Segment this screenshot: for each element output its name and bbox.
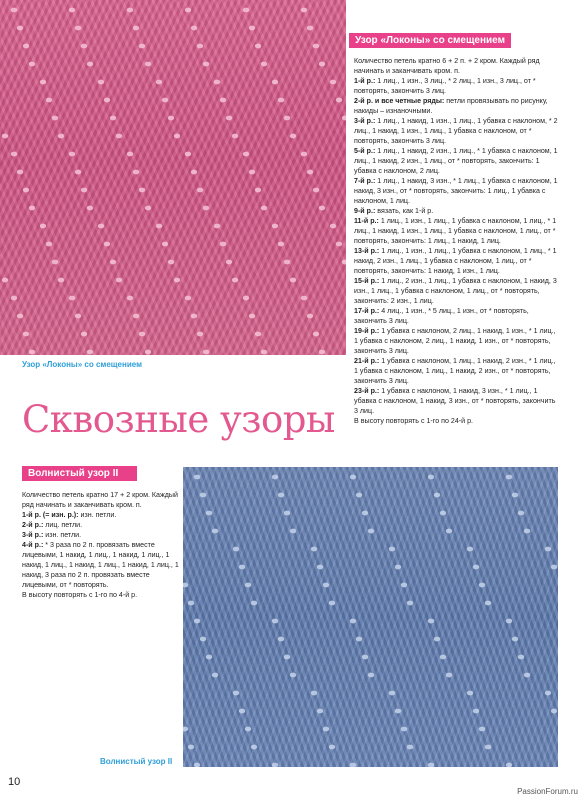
eyelet-hole bbox=[17, 26, 23, 31]
eyelet-hole bbox=[11, 8, 17, 13]
eyelet-hole bbox=[317, 709, 323, 714]
eyelet-hole bbox=[440, 655, 446, 660]
eyelet-hole bbox=[58, 134, 64, 139]
eyelet-hole bbox=[290, 529, 296, 534]
eyelet-hole bbox=[239, 709, 245, 714]
row-label: 2-й р.: bbox=[22, 521, 44, 529]
eyelet-hole bbox=[407, 745, 413, 750]
wavy-pattern-heading: Волнистый узор II bbox=[22, 466, 137, 481]
eyelet-hole bbox=[545, 547, 551, 552]
eyelet-hole bbox=[75, 314, 81, 319]
eyelet-hole bbox=[52, 116, 58, 121]
instruction-row bbox=[354, 146, 560, 176]
instruction-row bbox=[22, 590, 180, 600]
eyelet-hole bbox=[188, 745, 194, 750]
eyelet-hole bbox=[133, 170, 139, 175]
eyelet-hole bbox=[467, 547, 473, 552]
eyelet-hole bbox=[87, 62, 93, 67]
eyelet-hole bbox=[311, 691, 317, 696]
eyelet-hole bbox=[212, 673, 218, 678]
eyelet-hole bbox=[75, 26, 81, 31]
eyelet-hole bbox=[183, 727, 188, 732]
eyelet-hole bbox=[212, 529, 218, 534]
row-label: 1-й р. (= изн. р.): bbox=[22, 511, 79, 519]
eyelet-hole bbox=[278, 493, 284, 498]
section-title: Сквозные узоры bbox=[22, 398, 335, 441]
eyelet-hole bbox=[214, 224, 220, 229]
row-text: В высоту повторять с 1-го по 4-й р. bbox=[22, 591, 138, 599]
row-text: В высоту повторять с 1-го по 24-й р. bbox=[354, 417, 474, 425]
eyelet-hole bbox=[551, 565, 557, 570]
instruction-row bbox=[354, 76, 560, 96]
eyelet-hole bbox=[479, 727, 485, 732]
instruction-row bbox=[354, 276, 560, 306]
eyelet-hole bbox=[251, 745, 257, 750]
page-number: 10 bbox=[8, 776, 21, 788]
eyelet-hole bbox=[232, 134, 238, 139]
eyelet-hole bbox=[87, 206, 93, 211]
eyelet-hole bbox=[272, 224, 278, 229]
eyelet-hole bbox=[467, 691, 473, 696]
curls-pattern-heading: Узор «Локоны» со смещением bbox=[349, 33, 511, 48]
eyelet-hole bbox=[401, 583, 407, 588]
row-text: петли провязывать по рисунку, накиды – изнаночными. bbox=[354, 97, 548, 115]
eyelet-hole bbox=[330, 224, 336, 229]
eyelet-hole bbox=[69, 296, 75, 301]
eyelet-hole bbox=[301, 296, 307, 301]
eyelet-hole bbox=[524, 529, 530, 534]
row-text: 1 лиц., 1 накид, 3 изн., * 1 лиц., 1 убавка с наклоном, 1 накид, 3 изн., от * повторять, закончить: 1 лиц., 1 убавка с наклоном, 1 лиц. bbox=[354, 177, 558, 205]
row-label: 2-й р. и все четные ряды: bbox=[354, 97, 445, 105]
eyelet-hole bbox=[255, 44, 261, 49]
eyelet-hole bbox=[350, 619, 356, 624]
eyelet-hole bbox=[272, 475, 278, 480]
eyelet-hole bbox=[29, 206, 35, 211]
eyelet-hole bbox=[512, 493, 518, 498]
pink-sample-caption: Узор «Локоны» со смещением bbox=[22, 360, 143, 369]
eyelet-hole bbox=[278, 637, 284, 642]
eyelet-hole bbox=[290, 673, 296, 678]
eyelet-hole bbox=[197, 44, 203, 49]
eyelet-hole bbox=[506, 475, 512, 480]
eyelet-hole bbox=[434, 637, 440, 642]
eyelet-hole bbox=[251, 601, 257, 606]
instruction-row bbox=[354, 176, 560, 206]
eyelet-hole bbox=[243, 8, 249, 13]
eyelet-hole bbox=[342, 116, 346, 121]
eyelet-hole bbox=[81, 188, 87, 193]
eyelet-hole bbox=[284, 116, 290, 121]
eyelet-hole bbox=[255, 188, 261, 193]
row-label: 13-й р.: bbox=[354, 247, 380, 255]
eyelet-hole bbox=[290, 134, 296, 139]
row-text: 1 лиц., 1 накид, 1 изн., 1 лиц., 1 убавка с наклоном, * 2 лиц., 1 накид, 1 изн., 1 лиц., 1 убавка с наклоном, от * повторять, закончить 3 лиц. bbox=[354, 117, 558, 145]
instruction-row bbox=[354, 306, 560, 326]
eyelet-hole bbox=[272, 619, 278, 624]
eyelet-hole bbox=[313, 332, 319, 337]
wavy-pattern-instructions bbox=[22, 490, 180, 600]
eyelet-hole bbox=[133, 314, 139, 319]
row-text: 1 лиц., 1 изн., 1 лиц., 1 убавка с наклоном, 1 лиц., * 1 накид, 2 изн., 1 лиц., 1 убавка с наклоном, 1 лиц., от * повторять, закончить: 1 накид, 1 изн., 1 лиц. bbox=[354, 247, 557, 275]
eyelet-hole bbox=[214, 80, 220, 85]
eyelet-hole bbox=[362, 511, 368, 516]
eyelet-hole bbox=[389, 691, 395, 696]
blue-wave-pattern bbox=[183, 467, 558, 767]
eyelet-hole bbox=[233, 547, 239, 552]
eyelet-hole bbox=[311, 547, 317, 552]
eyelet-hole bbox=[139, 44, 145, 49]
eyelet-hole bbox=[194, 763, 200, 767]
eyelet-hole bbox=[200, 493, 206, 498]
instruction-row bbox=[354, 386, 560, 416]
row-text: 1 лиц., 2 изн., 1 лиц., 1 убавка с наклоном, 1 накид, 3 изн., 1 лиц., 1 убавка с наклоном, 1 лиц., от * повторять, закончить: 2 изн., 1 лиц. bbox=[354, 277, 557, 305]
row-text: 1 убавка с наклоном, 2 лиц., 1 накид, 1 изн., * 1 лиц., 1 убавка с наклоном, 2 лиц., 1 накид, 1 изн., от * повторять, закончить 3 лиц. bbox=[354, 327, 556, 355]
eyelet-hole bbox=[197, 188, 203, 193]
eyelet-hole bbox=[185, 296, 191, 301]
eyelet-hole bbox=[524, 673, 530, 678]
eyelet-hole bbox=[11, 152, 17, 157]
row-label: 1-й р.: bbox=[354, 77, 376, 85]
instruction-row bbox=[354, 416, 560, 426]
row-label: 23-й р.: bbox=[354, 387, 380, 395]
eyelet-hole bbox=[356, 493, 362, 498]
instruction-row bbox=[22, 490, 180, 510]
eyelet-hole bbox=[69, 8, 75, 13]
eyelet-hole bbox=[323, 583, 329, 588]
row-label: 11-й р.: bbox=[354, 217, 379, 225]
eyelet-hole bbox=[440, 511, 446, 516]
instruction-row bbox=[22, 510, 180, 520]
row-text: лиц. петли. bbox=[43, 521, 83, 529]
eyelet-hole bbox=[307, 170, 313, 175]
eyelet-hole bbox=[156, 224, 162, 229]
eyelet-hole bbox=[139, 332, 145, 337]
eyelet-hole bbox=[350, 475, 356, 480]
eyelet-hole bbox=[272, 763, 278, 767]
eyelet-hole bbox=[434, 493, 440, 498]
eyelet-hole bbox=[98, 80, 104, 85]
eyelet-hole bbox=[395, 565, 401, 570]
eyelet-hole bbox=[428, 763, 434, 767]
eyelet-hole bbox=[368, 529, 374, 534]
eyelet-hole bbox=[239, 565, 245, 570]
eyelet-hole bbox=[145, 62, 151, 67]
eyelet-hole bbox=[368, 673, 374, 678]
eyelet-hole bbox=[191, 26, 197, 31]
eyelet-hole bbox=[156, 80, 162, 85]
eyelet-hole bbox=[428, 619, 434, 624]
instruction-row bbox=[354, 206, 560, 216]
eyelet-hole bbox=[206, 655, 212, 660]
eyelet-hole bbox=[11, 296, 17, 301]
row-text: * 3 раза по 2 п. провязать вместе лицевыми, 1 накид, 1 лиц., 1 накид, 1 лиц., 1 накид, 1 лиц., 1 накид, 1 лиц., 1 накид, 1 лиц., 1 накид, 3 раза по 2 п. провязать вместе лицевыми, от * повторять. bbox=[22, 541, 179, 589]
eyelet-hole bbox=[336, 98, 342, 103]
row-label: 4-й р.: bbox=[22, 541, 44, 549]
row-label: 5-й р.: bbox=[354, 147, 376, 155]
eyelet-hole bbox=[194, 619, 200, 624]
instruction-row bbox=[354, 326, 560, 356]
eyelet-hole bbox=[58, 278, 64, 283]
eyelet-hole bbox=[446, 529, 452, 534]
eyelet-hole bbox=[313, 44, 319, 49]
eyelet-hole bbox=[518, 511, 524, 516]
eyelet-hole bbox=[104, 242, 110, 247]
eyelet-hole bbox=[185, 8, 191, 13]
eyelet-hole bbox=[261, 206, 267, 211]
row-text: изн. петли. bbox=[43, 531, 82, 539]
eyelet-hole bbox=[200, 637, 206, 642]
row-text: изн. петли. bbox=[78, 511, 117, 519]
eyelet-hole bbox=[551, 709, 557, 714]
row-text: 1 лиц., 1 изн., 1 лиц., 1 убавка с наклоном, 1 лиц., * 1 лиц., 1 накид, 1 изн., 1 лиц., 1 убавка с наклоном, 1 лиц., от * повторять, закончить: 1 лиц., 1 накид, 1 лиц. bbox=[354, 217, 557, 245]
eyelet-hole bbox=[191, 314, 197, 319]
eyelet-hole bbox=[261, 62, 267, 67]
row-label: 3-й р.: bbox=[22, 531, 44, 539]
eyelet-hole bbox=[168, 116, 174, 121]
eyelet-hole bbox=[116, 134, 122, 139]
row-label: 17-й р.: bbox=[354, 307, 380, 315]
instruction-row bbox=[354, 56, 560, 76]
row-text: 1 убавка с наклоном, 1 лиц., 1 накид, 2 изн., * 1 лиц., 1 убавка с наклоном, 1 лиц., 1 накид, 2 изн., от * повторять, закончить 3 лиц. bbox=[354, 357, 556, 385]
watermark: PassionForum.ru bbox=[517, 787, 578, 796]
eyelet-hole bbox=[2, 134, 8, 139]
row-text: вязать, как 1-й р. bbox=[375, 207, 434, 215]
eyelet-hole bbox=[17, 170, 23, 175]
eyelet-hole bbox=[127, 296, 133, 301]
eyelet-hole bbox=[162, 242, 168, 247]
eyelet-hole bbox=[243, 152, 249, 157]
eyelet-hole bbox=[319, 62, 325, 67]
eyelet-hole bbox=[389, 547, 395, 552]
row-label: 3-й р.: bbox=[354, 117, 376, 125]
eyelet-hole bbox=[261, 350, 267, 355]
eyelet-hole bbox=[278, 242, 284, 247]
eyelet-hole bbox=[290, 278, 296, 283]
eyelet-hole bbox=[185, 152, 191, 157]
eyelet-hole bbox=[206, 511, 212, 516]
eyelet-hole bbox=[17, 314, 23, 319]
eyelet-hole bbox=[226, 116, 232, 121]
instruction-row bbox=[22, 540, 180, 590]
pink-lace-sample-photo bbox=[0, 0, 346, 355]
eyelet-hole bbox=[110, 260, 116, 265]
eyelet-hole bbox=[243, 296, 249, 301]
eyelet-hole bbox=[232, 278, 238, 283]
eyelet-hole bbox=[104, 98, 110, 103]
eyelet-hole bbox=[203, 206, 209, 211]
eyelet-hole bbox=[395, 709, 401, 714]
eyelet-hole bbox=[284, 511, 290, 516]
eyelet-hole bbox=[317, 565, 323, 570]
eyelet-hole bbox=[278, 98, 284, 103]
eyelet-hole bbox=[307, 26, 313, 31]
eyelet-hole bbox=[162, 98, 168, 103]
eyelet-hole bbox=[319, 206, 325, 211]
eyelet-hole bbox=[518, 655, 524, 660]
row-text: Количество петель кратно 6 + 2 п. + 2 кром. Каждый ряд начинать и заканчивать кром. п. bbox=[354, 57, 540, 75]
eyelet-hole bbox=[249, 170, 255, 175]
eyelet-hole bbox=[23, 44, 29, 49]
eyelet-hole bbox=[23, 188, 29, 193]
eyelet-hole bbox=[356, 637, 362, 642]
eyelet-hole bbox=[145, 350, 151, 355]
eyelet-hole bbox=[110, 116, 116, 121]
eyelet-hole bbox=[127, 8, 133, 13]
eyelet-hole bbox=[87, 350, 93, 355]
row-text: 1 убавка с наклоном, 1 накид, 3 изн., * 1 лиц., 1 убавка с наклоном, 1 накид, 3 изн., от * повторять, закончить 3 лиц. bbox=[354, 387, 556, 415]
eyelet-hole bbox=[46, 242, 52, 247]
eyelet-hole bbox=[506, 619, 512, 624]
eyelet-hole bbox=[174, 278, 180, 283]
eyelet-hole bbox=[233, 691, 239, 696]
instruction-row bbox=[22, 530, 180, 540]
eyelet-hole bbox=[255, 332, 261, 337]
instruction-row bbox=[354, 96, 560, 116]
instruction-row bbox=[354, 116, 560, 146]
eyelet-hole bbox=[485, 745, 491, 750]
eyelet-hole bbox=[116, 278, 122, 283]
blue-wavy-sample-photo bbox=[183, 467, 558, 767]
eyelet-hole bbox=[40, 224, 46, 229]
eyelet-hole bbox=[473, 565, 479, 570]
eyelet-hole bbox=[329, 601, 335, 606]
eyelet-hole bbox=[220, 242, 226, 247]
eyelet-hole bbox=[81, 44, 87, 49]
eyelet-hole bbox=[428, 475, 434, 480]
eyelet-hole bbox=[245, 583, 251, 588]
eyelet-hole bbox=[203, 62, 209, 67]
eyelet-hole bbox=[52, 260, 58, 265]
row-label: 19-й р.: bbox=[354, 327, 380, 335]
eyelet-hole bbox=[168, 260, 174, 265]
instruction-row bbox=[354, 216, 560, 246]
eyelet-hole bbox=[506, 763, 512, 767]
eyelet-hole bbox=[81, 332, 87, 337]
pink-eyelet-pattern bbox=[0, 0, 346, 355]
eyelet-hole bbox=[284, 260, 290, 265]
row-text: 1 лиц., 1 накид, 2 изн., 1 лиц., * 1 убавка с наклоном, 1 лиц., 1 накид, 2 изн., 1 лиц., от * повторять, закончить: 1 убавка с наклоном, 2 лиц. bbox=[354, 147, 558, 175]
eyelet-hole bbox=[446, 673, 452, 678]
eyelet-hole bbox=[479, 583, 485, 588]
eyelet-hole bbox=[133, 26, 139, 31]
eyelet-hole bbox=[313, 188, 319, 193]
eyelet-hole bbox=[40, 80, 46, 85]
eyelet-hole bbox=[226, 260, 232, 265]
eyelet-hole bbox=[336, 242, 342, 247]
eyelet-hole bbox=[29, 350, 35, 355]
eyelet-hole bbox=[473, 709, 479, 714]
eyelet-hole bbox=[197, 332, 203, 337]
eyelet-hole bbox=[194, 475, 200, 480]
row-text: 1 лиц., 1 изн., 3 лиц., * 2 лиц., 1 изн., 3 лиц., от * повторять, закончить 3 лиц. bbox=[354, 77, 536, 95]
eyelet-hole bbox=[350, 763, 356, 767]
eyelet-hole bbox=[301, 8, 307, 13]
eyelet-hole bbox=[69, 152, 75, 157]
eyelet-hole bbox=[220, 98, 226, 103]
eyelet-hole bbox=[23, 332, 29, 337]
eyelet-hole bbox=[191, 170, 197, 175]
eyelet-hole bbox=[75, 170, 81, 175]
instruction-row bbox=[22, 520, 180, 530]
curls-pattern-instructions bbox=[354, 56, 560, 426]
eyelet-hole bbox=[512, 637, 518, 642]
eyelet-hole bbox=[245, 727, 251, 732]
eyelet-hole bbox=[319, 350, 325, 355]
eyelet-hole bbox=[98, 224, 104, 229]
eyelet-hole bbox=[307, 314, 313, 319]
eyelet-hole bbox=[362, 655, 368, 660]
eyelet-hole bbox=[401, 727, 407, 732]
eyelet-hole bbox=[272, 80, 278, 85]
row-text: Количество петель кратно 17 + 2 кром. Каждый ряд начинать и заканчивать кром. п. bbox=[22, 491, 178, 509]
eyelet-hole bbox=[407, 601, 413, 606]
eyelet-hole bbox=[284, 655, 290, 660]
eyelet-hole bbox=[188, 601, 194, 606]
eyelet-hole bbox=[301, 152, 307, 157]
eyelet-hole bbox=[139, 188, 145, 193]
eyelet-hole bbox=[127, 152, 133, 157]
blue-sample-caption: Волнистый узор II bbox=[100, 757, 173, 766]
eyelet-hole bbox=[2, 278, 8, 283]
row-label: 21-й р.: bbox=[354, 357, 380, 365]
eyelet-hole bbox=[330, 80, 336, 85]
eyelet-hole bbox=[174, 134, 180, 139]
row-label: 15-й р.: bbox=[354, 277, 380, 285]
eyelet-hole bbox=[323, 727, 329, 732]
eyelet-hole bbox=[203, 350, 209, 355]
eyelet-hole bbox=[329, 745, 335, 750]
row-label: 9-й р.: bbox=[354, 207, 376, 215]
eyelet-hole bbox=[545, 691, 551, 696]
eyelet-hole bbox=[485, 601, 491, 606]
instruction-row bbox=[354, 356, 560, 386]
eyelet-hole bbox=[342, 260, 346, 265]
row-text: 4 лиц., 1 изн., * 5 лиц., 1 изн., от * повторять, закончить 3 лиц. bbox=[354, 307, 529, 325]
row-label: 7-й р.: bbox=[354, 177, 376, 185]
eyelet-hole bbox=[249, 26, 255, 31]
eyelet-hole bbox=[249, 314, 255, 319]
eyelet-hole bbox=[183, 583, 188, 588]
eyelet-hole bbox=[46, 98, 52, 103]
eyelet-hole bbox=[145, 206, 151, 211]
instruction-row bbox=[354, 246, 560, 276]
eyelet-hole bbox=[29, 62, 35, 67]
